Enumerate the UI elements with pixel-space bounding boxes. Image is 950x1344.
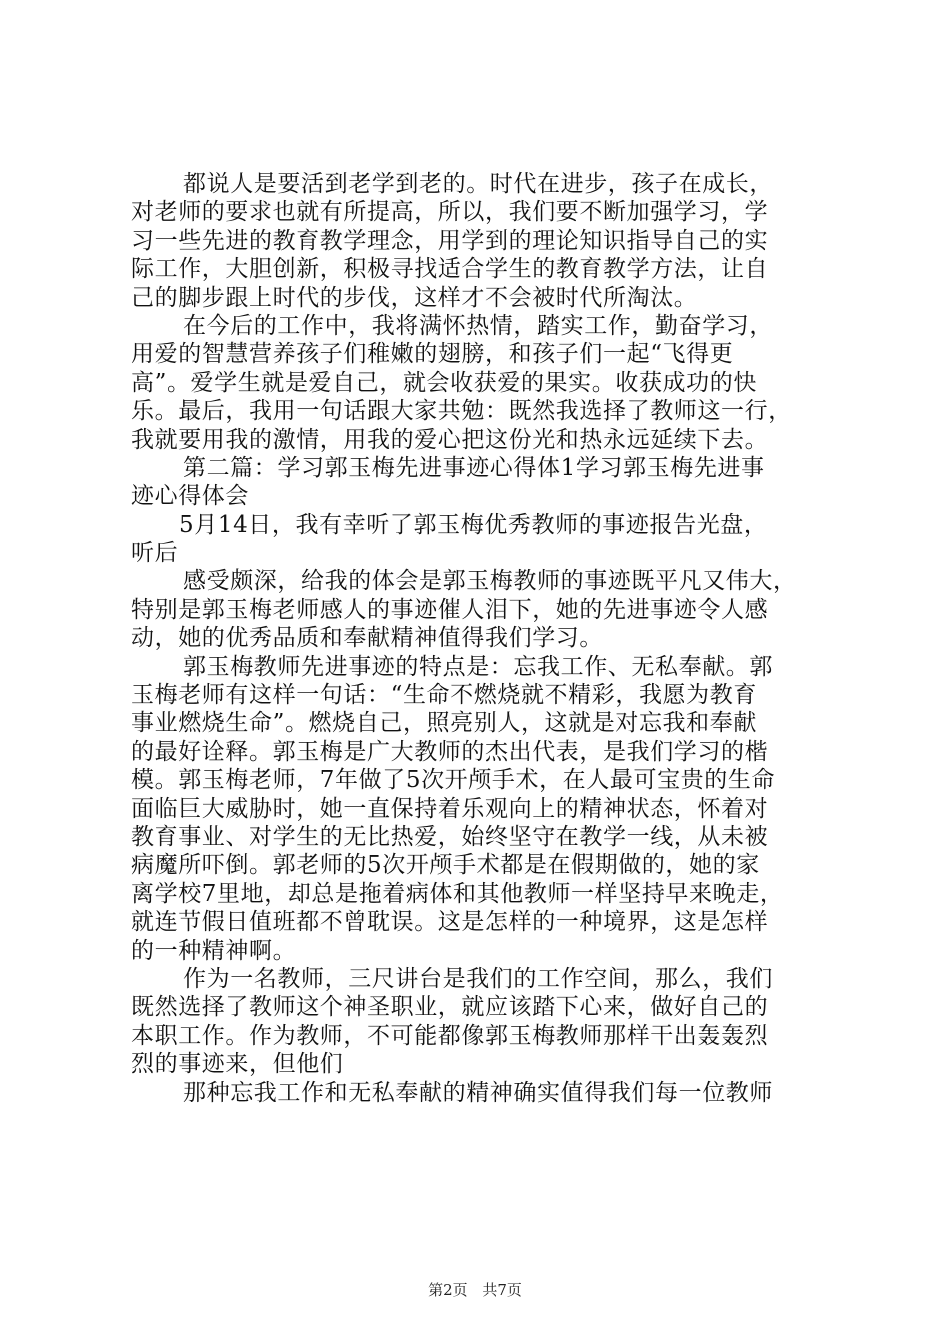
text-line: 离学校7里地，却总是拖着病体和其他教师一样坚持早来晚走， xyxy=(131,880,784,907)
text-line: 都说人是要活到老学到老的。时代在进步，孩子在成长， xyxy=(183,171,773,197)
text-line: 烈的事迹来，但他们 xyxy=(131,1051,344,1078)
text-line: 既然选择了教师这个神圣职业，就应该踏下心来，做好自己的 xyxy=(131,994,769,1021)
section-heading-line: 迹心得体会 xyxy=(131,483,249,510)
text-line: 玉梅老师有这样一句话：“生命不燃烧就不精彩，我愿为教育 xyxy=(131,682,757,709)
text-line: 那种忘我工作和无私奉献的精神确实值得我们每一位教师 xyxy=(183,1079,773,1106)
text-line: 事业燃烧生命”。燃烧自己，照亮别人，这就是对忘我和奉献 xyxy=(131,710,757,737)
text-line: 习一些先进的教育教学理念，用学到的理论知识指导自己的实 xyxy=(131,227,769,254)
page-total: 共7页 xyxy=(482,1281,522,1299)
text-line: 的一种精神啊。 xyxy=(131,937,297,964)
page-number: 第2页 xyxy=(428,1281,468,1299)
text-line: 听后 xyxy=(131,540,179,567)
text-line: 5月14日，我有幸听了郭玉梅优秀教师的事迹报告光盘， xyxy=(179,511,768,538)
text-line: 在今后的工作中，我将满怀热情，踏实工作，勤奋学习， xyxy=(183,312,773,339)
text-line: 动，她的优秀品质和奉献精神值得我们学习。 xyxy=(131,625,603,652)
text-line: 面临巨大威胁时，她一直保持着乐观向上的精神状态，怀着对 xyxy=(131,795,769,822)
text-line: 模。郭玉梅老师，7年做了5次开颅手术，在人最可宝贵的生命 xyxy=(131,767,776,794)
text-line: 作为一名教师，三尺讲台是我们的工作空间，那么，我们 xyxy=(183,965,773,992)
text-line: 病魔所吓倒。郭老师的5次开颅手术都是在假期做的，她的家 xyxy=(131,852,760,879)
text-line: 乐。最后，我用一句话跟大家共勉：既然我选择了教师这一行， xyxy=(131,398,792,425)
document-body xyxy=(131,170,851,1107)
text-line: 用爱的智慧营养孩子们稚嫩的翅膀，和孩子们一起“飞得更 xyxy=(131,341,734,368)
text-line: 对老师的要求也就有所提高，所以，我们要不断加强学习，学 xyxy=(131,199,769,226)
text-line: 我就要用我的激情，用我的爱心把这份光和热永远延续下去。 xyxy=(131,426,769,453)
text-line: 特别是郭玉梅老师感人的事迹催人泪下，她的先进事迹令人感 xyxy=(131,596,769,623)
text-line: 郭玉梅教师先进事迹的特点是：忘我工作、无私奉献。郭 xyxy=(183,653,773,680)
text-line: 际工作，大胆创新，积极寻找适合学生的教育教学方法，让自 xyxy=(131,256,769,283)
text-line: 的最好诠释。郭玉梅是广大教师的杰出代表，是我们学习的楷 xyxy=(131,738,769,765)
text-line: 己的脚步跟上时代的步伐，这样才不会被时代所淘汰。 xyxy=(131,284,698,311)
page-footer xyxy=(0,1279,950,1300)
text-line: 高”。爱学生就是爱自己，就会收获爱的果实。收获成功的快 xyxy=(131,369,757,396)
text-line: 感受颇深，给我的体会是郭玉梅教师的事迹既平凡又伟大， xyxy=(183,568,797,595)
text-line: 本职工作。作为教师，不可能都像郭玉梅教师那样干出轰轰烈 xyxy=(131,1022,769,1049)
section-heading-line: 第二篇：学习郭玉梅先进事迹心得体1学习郭玉梅先进事 xyxy=(183,454,765,481)
text-line: 教育事业、对学生的无比热爱，始终坚守在教学一线，从未被 xyxy=(131,823,769,850)
text-line: 就连节假日值班都不曾耽误。这是怎样的一种境界，这是怎样 xyxy=(131,909,769,936)
